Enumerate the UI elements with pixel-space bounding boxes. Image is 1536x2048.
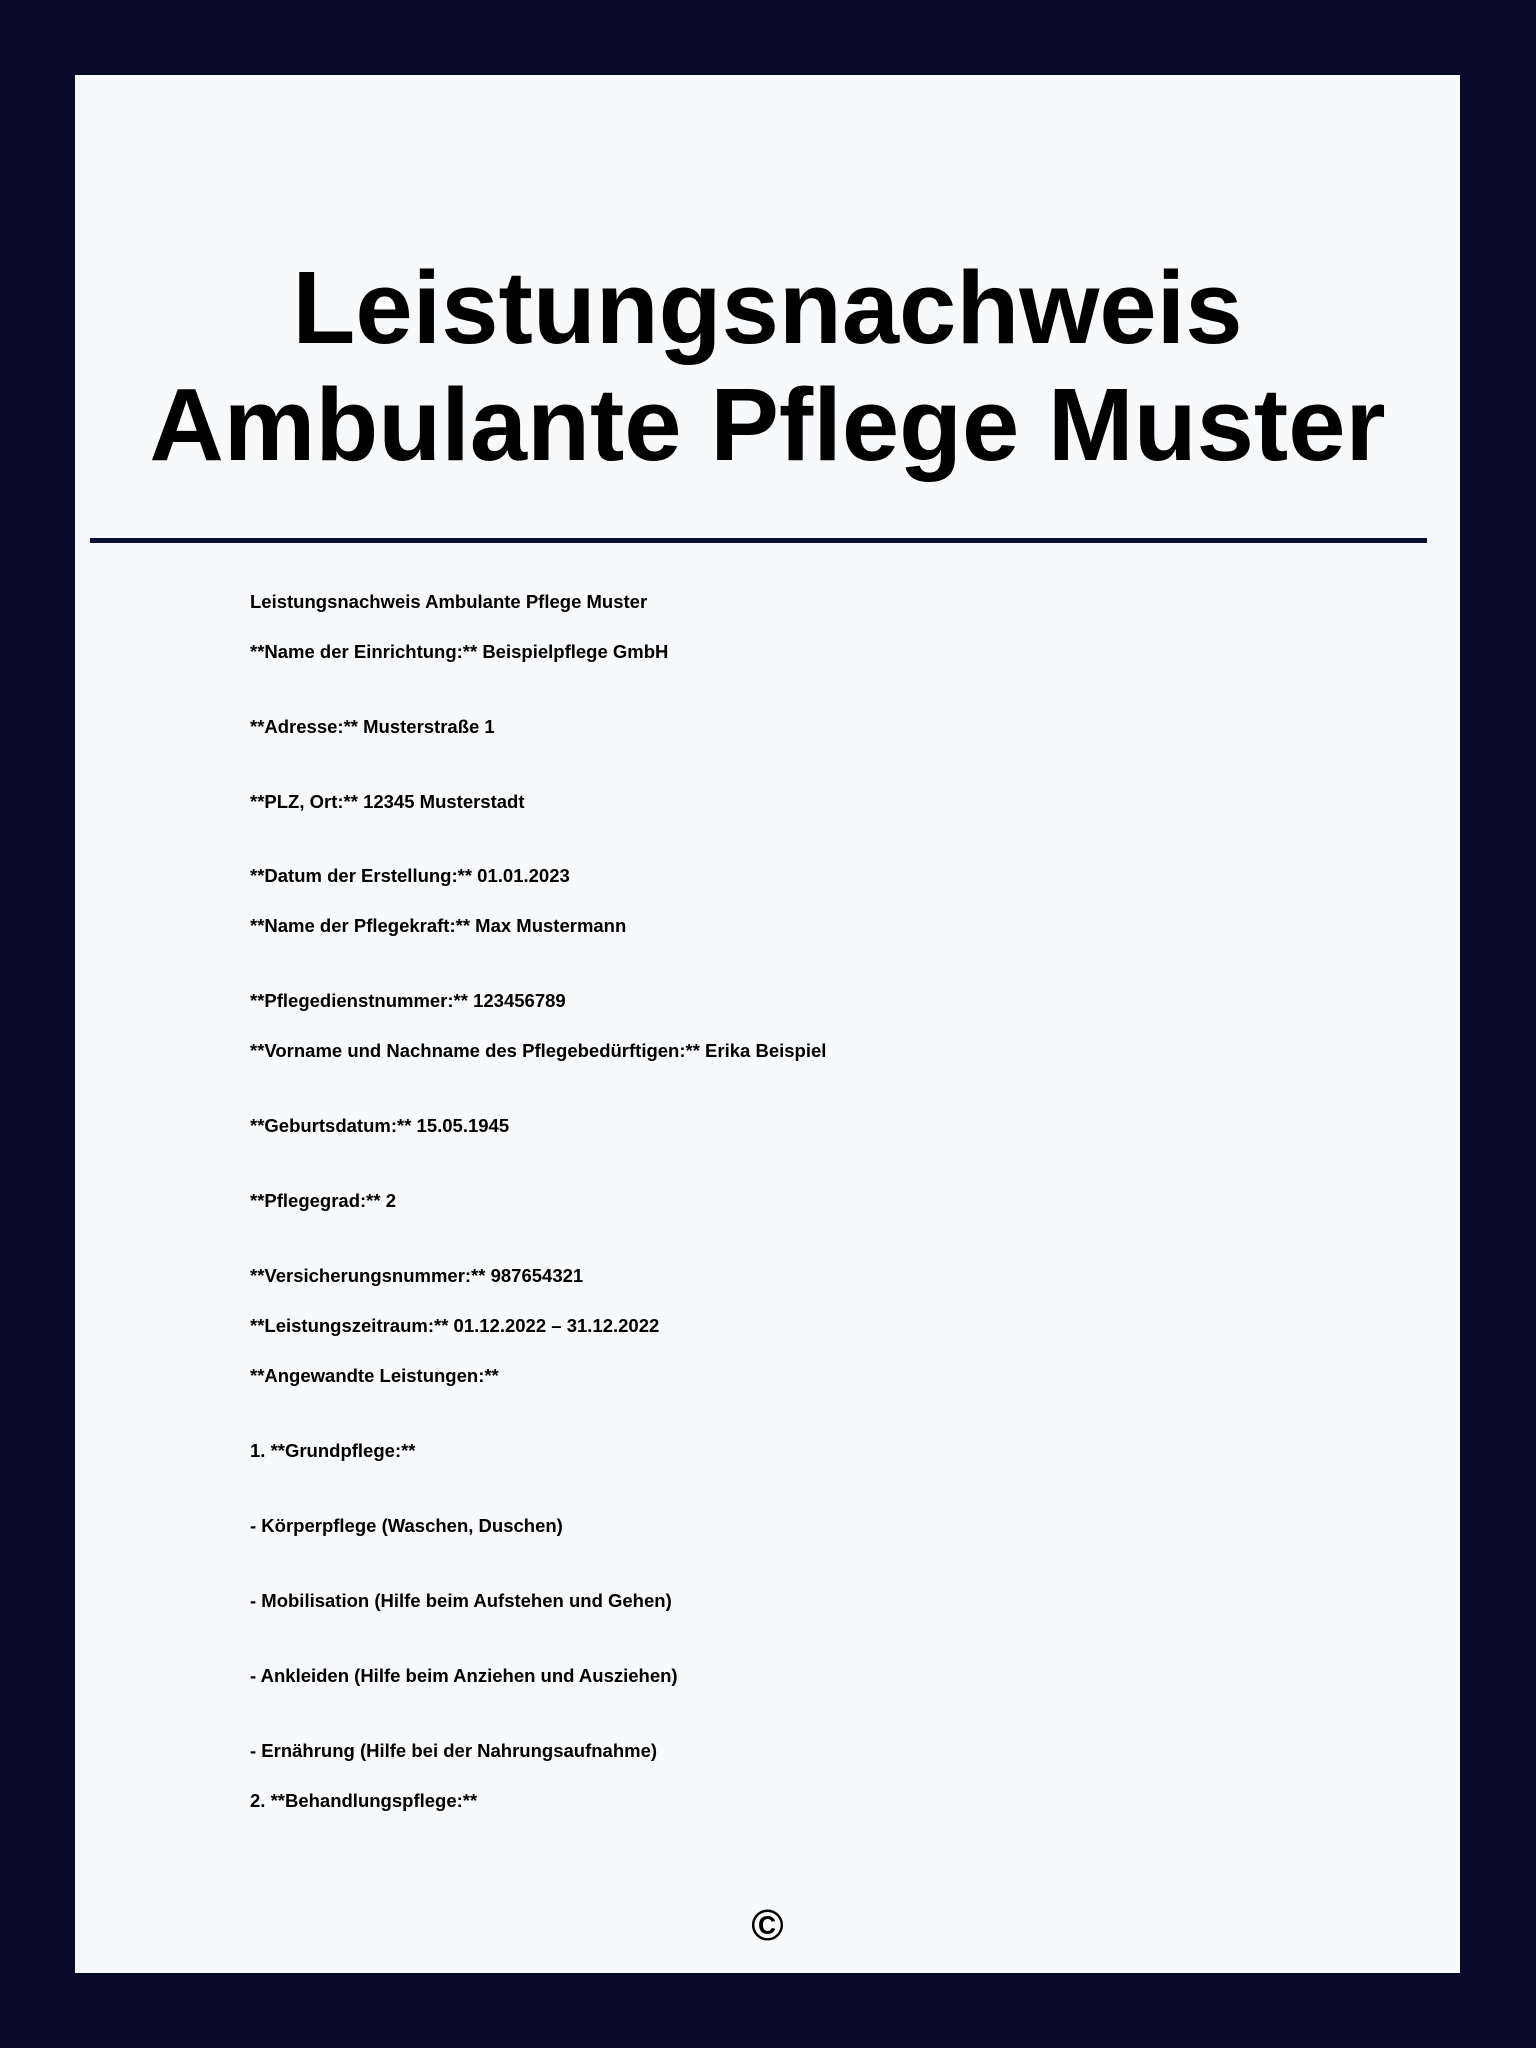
title-divider — [90, 538, 1427, 543]
document-title-line-2: Ambulante Pflege Muster — [149, 367, 1386, 482]
document-title-line-1: Leistungsnachweis — [292, 250, 1243, 365]
field-birth-date: **Geburtsdatum:** 15.05.1945 — [250, 1115, 510, 1136]
section-basic-care: 1. **Grundpflege:** — [250, 1440, 416, 1461]
copyright-icon: © — [751, 1901, 784, 1950]
body-heading: Leistungsnachweis Ambulante Pflege Muster — [250, 591, 648, 612]
list-item: - Ankleiden (Hilfe beim Anziehen und Ausziehen) — [250, 1665, 678, 1686]
field-care-service-number: **Pflegedienstnummer:** 123456789 — [250, 990, 566, 1011]
field-care-level: **Pflegegrad:** 2 — [250, 1190, 396, 1211]
services-heading: **Angewandte Leistungen:** — [250, 1365, 499, 1386]
field-caregiver-name: **Name der Pflegekraft:** Max Mustermann — [250, 915, 627, 936]
section-treatment-care: 2. **Behandlungspflege:** — [250, 1790, 478, 1811]
field-address: **Adresse:** Musterstraße 1 — [250, 716, 495, 737]
field-postal-city: **PLZ, Ort:** 12345 Musterstadt — [250, 791, 525, 812]
list-item: - Körperpflege (Waschen, Duschen) — [250, 1515, 563, 1536]
document-page — [75, 75, 1460, 1973]
field-service-period: **Leistungszeitraum:** 01.12.2022 – 31.12.2022 — [250, 1315, 660, 1336]
field-insurance-number: **Versicherungsnummer:** 987654321 — [250, 1265, 584, 1286]
field-creation-date: **Datum der Erstellung:** 01.01.2023 — [250, 865, 570, 886]
field-facility-name: **Name der Einrichtung:** Beispielpflege GmbH — [250, 641, 669, 662]
list-item: - Mobilisation (Hilfe beim Aufstehen und Gehen) — [250, 1590, 672, 1611]
list-item: - Ernährung (Hilfe bei der Nahrungsaufnahme) — [250, 1740, 658, 1761]
field-patient-name: **Vorname und Nachname des Pflegebedürftigen:** Erika Beispiel — [250, 1040, 827, 1061]
